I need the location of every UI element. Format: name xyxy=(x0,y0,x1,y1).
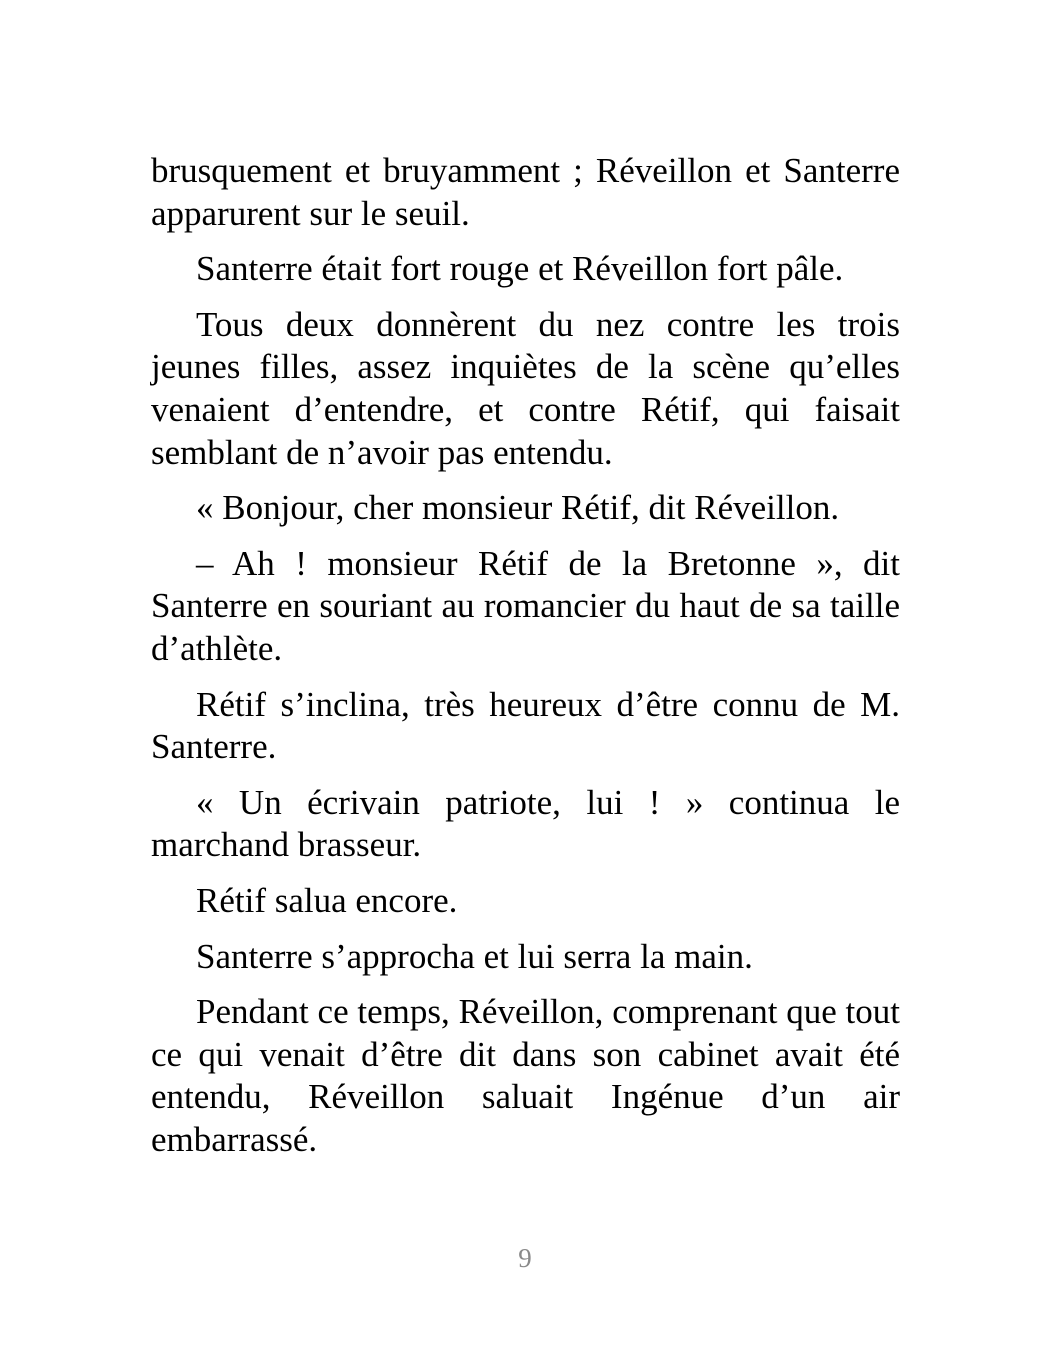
paragraph: Rétif s’inclina, très heureux d’être connu de M. Santerre. xyxy=(151,684,900,767)
paragraph-continued: brusquement et bruyamment ; Réveillon et Santerre apparurent sur le seuil. xyxy=(151,151,900,233)
paragraph: Tous deux donnèrent du nez contre les trois jeunes filles, assez inquiètes de la scène qu’elles venaient d’entendre, et contre Rétif, qui faisait semblant de n’avoir pas entendu. xyxy=(151,304,900,472)
paragraph: Rétif salua encore. xyxy=(196,880,458,920)
paragraph: Santerre était fort rouge et Réveillon fort pâle. xyxy=(196,249,844,289)
page-body xyxy=(151,150,900,1174)
paragraph: Pendant ce temps, Réveillon, comprenant que tout ce qui venait d’être dit dans son cabinet avait été entendu, Réveillon saluait Ingénue d’un air embarrassé. xyxy=(151,992,900,1159)
paragraph: « Bonjour, cher monsieur Rétif, dit Réveillon. xyxy=(196,488,840,528)
paragraph: « Un écrivain patriote, lui ! » continua le marchand brasseur. xyxy=(151,782,900,865)
paragraph: – Ah ! monsieur Rétif de la Bretonne », dit Santerre en souriant au romancier du haut de sa taille d’athlète. xyxy=(151,543,900,668)
page-number: 9 xyxy=(518,1243,532,1273)
paragraph: Santerre s’approcha et lui serra la main. xyxy=(196,936,753,976)
